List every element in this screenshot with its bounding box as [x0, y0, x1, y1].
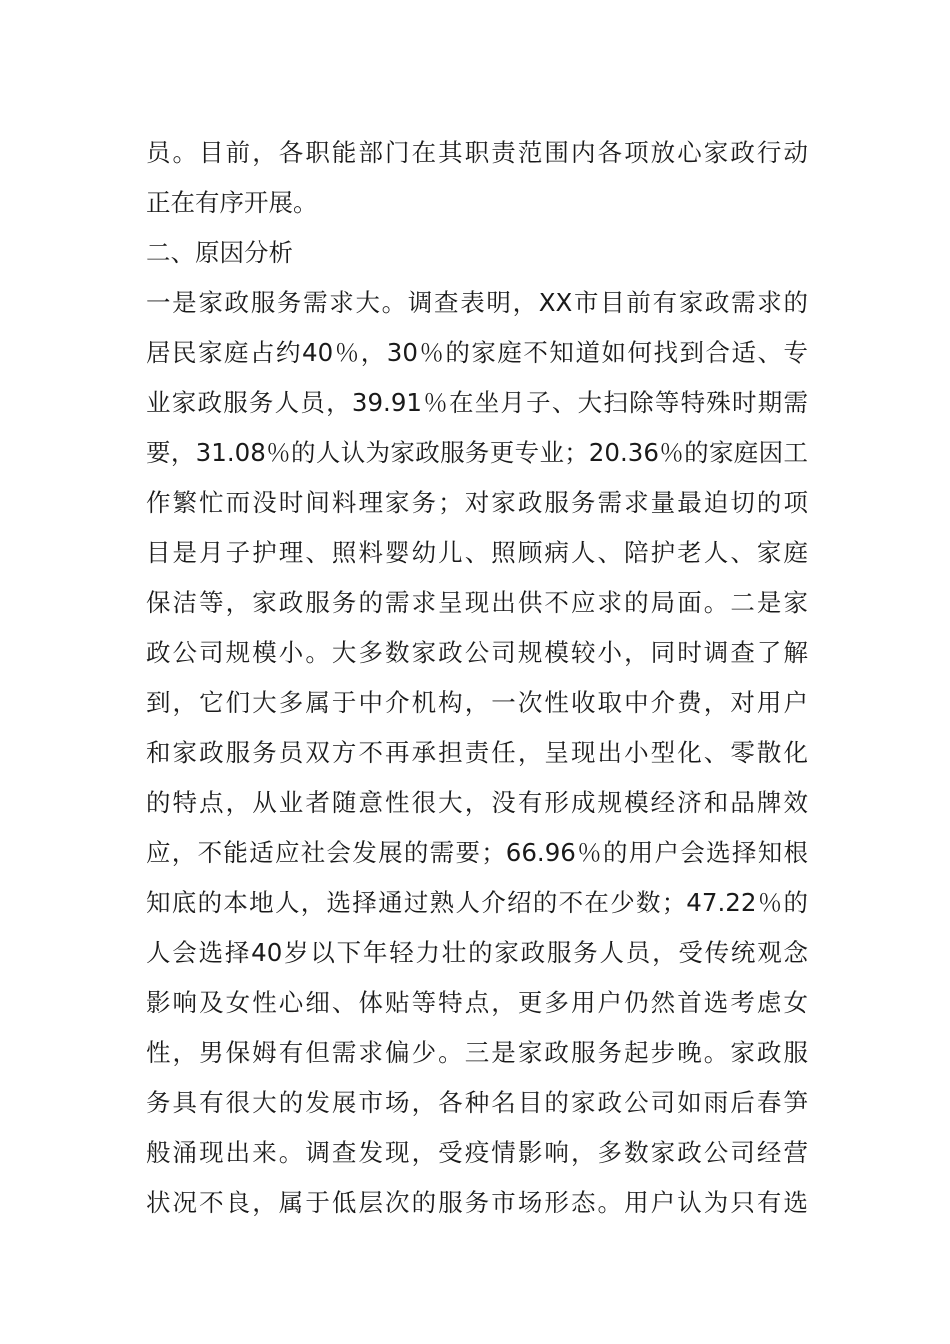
- text-line: 人会选择40岁以下年轻力壮的家政服务人员，受传统观念: [146, 938, 808, 967]
- text-line: 保洁等，家政服务的需求呈现出供不应求的局面。二是家: [146, 588, 808, 617]
- text-line: 居民家庭占约40％，30％的家庭不知道如何找到合适、专: [146, 338, 808, 367]
- section-heading: 二、原因分析: [146, 238, 293, 267]
- text-line: 政公司规模小。大多数家政公司规模较小，同时调查了解: [146, 638, 808, 667]
- text-line: 性，男保姆有但需求偏少。三是家政服务起步晚。家政服: [146, 1038, 808, 1067]
- text-line: 要，31.08％的人认为家政服务更专业；20.36％的家庭因工: [146, 438, 808, 467]
- text-line: 和家政服务员双方不再承担责任，呈现出小型化、零散化: [146, 738, 808, 767]
- text-line: 作繁忙而没时间料理家务；对家政服务需求量最迫切的项: [146, 488, 808, 517]
- text-line: 目是月子护理、照料婴幼儿、照顾病人、陪护老人、家庭: [146, 538, 808, 567]
- text-line: 应，不能适应社会发展的需要；66.96％的用户会选择知根: [146, 838, 808, 867]
- text-line: 业家政服务人员，39.91％在坐月子、大扫除等特殊时期需: [146, 388, 808, 417]
- body-text: [146, 128, 808, 1228]
- text-line: 正在有序开展。: [146, 188, 318, 217]
- text-line: 般涌现出来。调查发现，受疫情影响，多数家政公司经营: [146, 1138, 808, 1167]
- text-line: 知底的本地人，选择通过熟人介绍的不在少数；47.22％的: [146, 888, 808, 917]
- text-line: 员。目前，各职能部门在其职责范围内各项放心家政行动: [146, 138, 808, 167]
- text-line: 影响及女性心细、体贴等特点，更多用户仍然首选考虑女: [146, 988, 808, 1017]
- text-line: 务具有很大的发展市场，各种名目的家政公司如雨后春笋: [146, 1088, 808, 1117]
- text-line: 状况不良，属于低层次的服务市场形态。用户认为只有选: [146, 1188, 808, 1217]
- text-line: 的特点，从业者随意性很大，没有形成规模经济和品牌效: [146, 788, 808, 817]
- text-line: 到，它们大多属于中介机构，一次性收取中介费，对用户: [146, 688, 808, 717]
- text-line: 一是家政服务需求大。调查表明，XX市目前有家政需求的: [146, 288, 808, 317]
